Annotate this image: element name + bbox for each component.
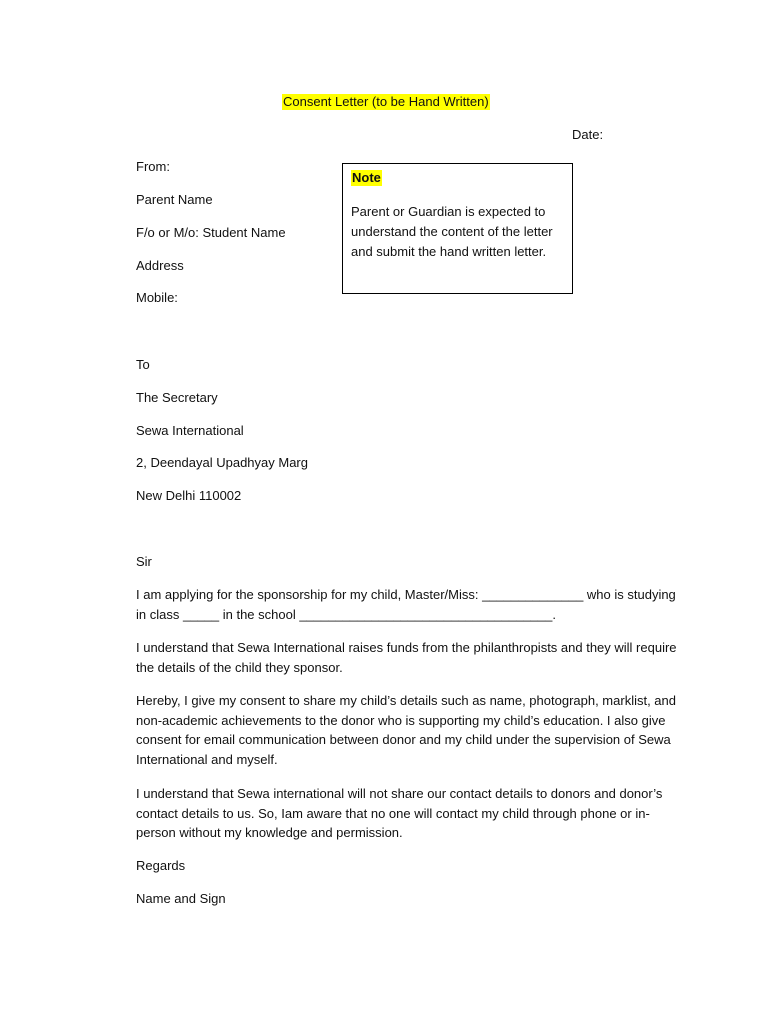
body-paragraph: I understand that Sewa international will not share our contact details to donors and donor’s contact details to us. So, Iam aware that no one will contact my child through phone or in-person without my knowledge and permission.	[136, 786, 663, 840]
recipient-title: The Secretary	[136, 390, 218, 405]
parent-name-label: Parent Name	[136, 192, 213, 207]
closing: Regards	[136, 858, 186, 873]
body-paragraph: I understand that Sewa International raises funds from the philanthropists and they will require the details of the child they sponsor.	[136, 640, 677, 675]
body-paragraph: I am applying for the sponsorship for my child, Master/Miss: ______________ who is studying in class _____ in the school ___________________________________.	[136, 587, 676, 622]
recipient-city: New Delhi 110002	[136, 488, 242, 503]
recipient-street: 2, Deendayal Upadhyay Marg	[136, 455, 308, 470]
mobile-label: Mobile:	[136, 290, 178, 305]
body-paragraph: Hereby, I give my consent to share my child’s details such as name, photograph, marklist, and non-academic achievements to the donor who is supporting my child’s education. I also give consent for email communication between donor and my child under the supervision of Sewa International and myself.	[136, 693, 677, 767]
date-label: Date:	[572, 127, 604, 142]
student-name-label: F/o or M/o: Student Name	[136, 225, 286, 240]
to-label: To	[136, 357, 150, 372]
note-body: Parent or Guardian is expected to understand the content of the letter and submit the hand written letter.	[351, 204, 553, 259]
from-label: From:	[136, 159, 170, 174]
note-box	[342, 163, 573, 294]
recipient-organization: Sewa International	[136, 423, 244, 438]
letter-title: Consent Letter (to be Hand Written)	[283, 94, 489, 109]
address-label: Address	[136, 258, 184, 273]
note-title: Note	[352, 170, 381, 185]
salutation: Sir	[136, 554, 152, 569]
signature-line: Name and Sign	[136, 891, 226, 906]
